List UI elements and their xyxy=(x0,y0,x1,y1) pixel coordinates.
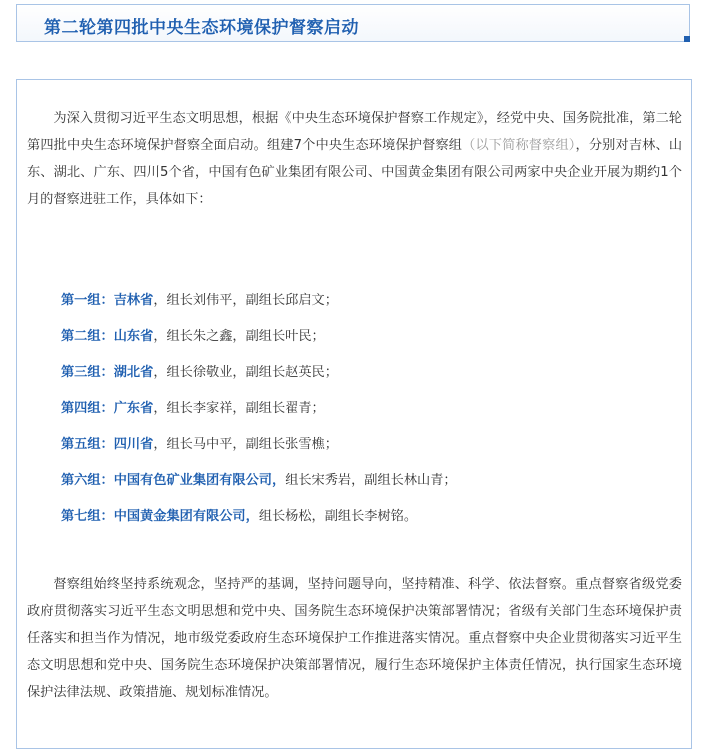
group-name: 第二组： xyxy=(61,329,114,344)
group-target: 中国有色矿业集团有限公司， xyxy=(113,473,286,488)
list-item xyxy=(61,359,457,395)
list-item xyxy=(61,431,457,467)
group-target: 中国黄金集团有限公司， xyxy=(113,509,259,524)
inspection-group-list xyxy=(61,287,457,539)
group-leaders: 组长李家祥，副组长翟青； xyxy=(166,401,325,416)
closing-paragraph: 督察组始终坚持系统观念，坚持严的基调，坚持问题导向，坚持精准、科学、依法督察。重点督察省级党委政府贯彻落实习近平生态文明思想和党中央、国务院生态环境保护决策部署情况；省级有关部门生态环境保护责任落实和担当作为情况，地市级党委政府生态环境保护工作推进落实情况。重点督察中央企业贯彻落实习近平生态文明思想和党中央、国务院生态环境保护决策部署情况，履行生态环境保护主体责任情况，执行国家生态环境保护法律法规、政策措施、规划标准情况。 xyxy=(27,577,682,700)
group-target: 广东省 xyxy=(113,401,154,416)
group-separator: ， xyxy=(153,401,167,416)
list-item xyxy=(61,395,457,431)
group-leaders: 组长宋秀岩，副组长林山青； xyxy=(285,473,457,488)
group-target: 山东省 xyxy=(113,329,154,344)
group-name: 第一组： xyxy=(61,293,114,308)
corner-decoration xyxy=(684,36,690,42)
group-separator: ， xyxy=(153,329,167,344)
intro-paragraph xyxy=(27,105,682,213)
group-name: 第六组： xyxy=(61,473,114,488)
article-title-bar xyxy=(16,4,690,42)
intro-text-end: ，分别对吉林、山东、湖北、广东、四川5个省，中国有色矿业集团有限公司、中国黄金集团有限公司两家中央企业开展为期约1个月的督察进驻工作，具体如下： xyxy=(27,138,683,207)
group-name: 第五组： xyxy=(61,437,114,452)
list-item xyxy=(61,323,457,359)
intro-abbreviation-note: （以下简称督察组） xyxy=(462,138,576,153)
list-item xyxy=(61,287,457,323)
intro-text: 为深入贯彻习近平生态文明思想，根据《中央生态环境保护督察工作规定》，经党中央、国务院批准，第二轮第四批中央生态环境保护督察全面启动。组建7个中央生态环境保护督察组 xyxy=(27,111,682,153)
article-title: 第二轮第四批中央生态环境保护督察启动 xyxy=(44,18,359,38)
group-name: 第七组： xyxy=(61,509,114,524)
group-separator: ， xyxy=(153,293,167,308)
group-target: 湖北省 xyxy=(113,365,154,380)
group-target: 吉林省 xyxy=(113,293,154,308)
list-item xyxy=(61,503,457,539)
group-leaders: 组长刘伟平，副组长邱启文； xyxy=(166,293,338,308)
group-target: 四川省 xyxy=(113,437,154,452)
group-name: 第三组： xyxy=(61,365,114,380)
group-leaders: 组长马中平，副组长张雪樵； xyxy=(166,437,338,452)
group-separator: ， xyxy=(153,437,167,452)
group-leaders: 组长朱之鑫，副组长叶民； xyxy=(166,329,325,344)
list-item xyxy=(61,467,457,503)
article-content xyxy=(16,79,692,749)
group-name: 第四组： xyxy=(61,401,114,416)
group-leaders: 组长徐敬业，副组长赵英民； xyxy=(166,365,338,380)
group-separator: ， xyxy=(153,365,167,380)
group-leaders: 组长杨松，副组长李树铭。 xyxy=(258,509,418,524)
